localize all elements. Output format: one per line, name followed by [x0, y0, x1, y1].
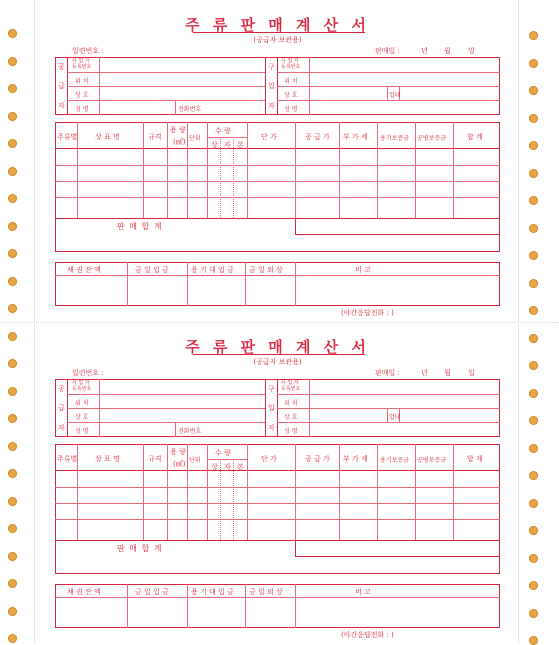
buyer-row-line-1: [277, 72, 500, 73]
sale-date-label: 판매일 :: [375, 369, 400, 377]
tractor-hole: [529, 306, 538, 315]
col-supply-label: 공 급 가: [305, 133, 330, 141]
form-title: 주 류 판 매 계 산 서: [185, 338, 370, 356]
tractor-hole: [529, 279, 538, 288]
supplier-name-label: 성 명: [75, 106, 89, 113]
tractor-hole: [529, 169, 538, 178]
col-type-label: 주류별: [57, 455, 78, 463]
footer-receivable-label: 채 권 잔 액: [67, 588, 101, 596]
tractor-hole: [8, 497, 17, 506]
tractor-hole: [8, 442, 17, 451]
supplier-row-line-3: [67, 422, 265, 423]
col-crate-label: 공병보증금: [417, 135, 446, 142]
buyer-industry-divider: [387, 408, 388, 422]
footer-divider-2: [187, 584, 188, 628]
buyer-name-label: 성 명: [284, 106, 298, 113]
tractor-hole: [8, 57, 17, 66]
col-total-label: 합 계: [467, 133, 483, 141]
form-subtitle: (공급자 보관용): [253, 36, 302, 44]
total-step-vertical: [295, 218, 296, 234]
tractor-hole: [529, 361, 538, 370]
tractor-hole: [529, 389, 538, 398]
supplier-char-3: 자: [58, 424, 65, 432]
col-container-label: 용기보증금: [380, 135, 409, 142]
footer-receivable-label: 채 권 잔 액: [67, 266, 101, 274]
night-contact-label: (야간응답전화 : ): [341, 309, 394, 317]
col-unit-label: 단위: [189, 457, 201, 464]
quantity-sub-line: [207, 137, 247, 138]
tractor-hole: [529, 31, 538, 40]
tractor-hole: [529, 224, 538, 233]
col-divider-crate: [453, 122, 454, 218]
col-volume-unit-label: (㎖): [173, 460, 186, 468]
col-divider-volume: [187, 444, 188, 540]
col-crate-label: 공병보증금: [417, 457, 446, 464]
tractor-hole: [8, 167, 17, 176]
col-unit-price-label: 단 가: [261, 455, 277, 463]
col-divider-brand: [143, 122, 144, 218]
col-divider-box: [220, 459, 221, 540]
tractor-hole: [8, 194, 17, 203]
footer-credit-label: 금 일 외 상: [249, 266, 283, 274]
supplier-row-line-1: [67, 394, 265, 395]
item-row-line-2: [55, 503, 500, 504]
serial-number-label: 일련번호 :: [72, 369, 104, 377]
footer-remarks-label: 비 고: [355, 588, 371, 596]
buyer-reg-label-1: 사 업 자: [281, 58, 299, 64]
buyer-industry-divider: [387, 86, 388, 100]
col-divider-volume: [187, 122, 188, 218]
supplier-phone-divider: [175, 422, 176, 437]
page-perforation: [0, 322, 559, 323]
col-divider-brand: [143, 444, 144, 540]
col-supply-label: 공 급 가: [305, 455, 330, 463]
buyer-reg-label-1: 사 업 자: [281, 380, 299, 386]
sale-date-label: 판매일 :: [375, 47, 400, 55]
buyer-name-label: 성 명: [284, 428, 298, 435]
col-piece-label: 자: [224, 141, 231, 149]
sales-total-label: 판 매 합 계: [117, 222, 163, 231]
tractor-hole: [8, 359, 17, 368]
col-type-label: 주류별: [57, 133, 78, 141]
tractor-hole: [8, 277, 17, 286]
form-title: 주 류 판 매 계 산 서: [185, 16, 370, 34]
supplier-row-line-2: [67, 408, 265, 409]
tractor-hole: [8, 139, 17, 148]
footer-header-line: [55, 275, 500, 276]
col-divider-quantity: [247, 122, 248, 218]
col-piece-label: 자: [224, 463, 231, 471]
buyer-row-line-2: [277, 408, 500, 409]
total-step-horizontal: [295, 556, 500, 557]
item-table-header-line: [55, 470, 500, 471]
col-divider-vat: [377, 444, 378, 540]
col-box-label: 상: [211, 463, 218, 471]
tractor-hole: [529, 334, 538, 343]
supplier-char-1: 공: [58, 385, 65, 393]
tractor-hole: [529, 609, 538, 618]
tractor-hole: [529, 196, 538, 205]
supplier-row-line-1: [67, 72, 265, 73]
tractor-hole: [529, 636, 538, 645]
footer-divider-3: [245, 262, 246, 306]
buyer-char-1: 구: [268, 385, 275, 393]
year-label: 년: [421, 47, 428, 55]
footer-container-payment-label: 용 기 대 입 금: [191, 266, 234, 274]
title-underline: [193, 32, 365, 33]
col-volume-label: 용 량: [170, 448, 186, 456]
col-vat-label: 부 가 세: [343, 455, 368, 463]
footer-container-payment-label: 용 기 대 입 금: [191, 588, 234, 596]
supplier-char-3: 자: [58, 102, 65, 110]
item-table-total-line: [55, 218, 500, 219]
col-divider-container: [415, 444, 416, 540]
tractor-hole: [8, 249, 17, 258]
party-divider: [265, 379, 266, 437]
tractor-hole: [8, 387, 17, 396]
supplier-row-line-3: [67, 100, 265, 101]
night-contact-label: (야간응답전화 : ): [341, 631, 394, 639]
footer-divider-2: [187, 262, 188, 306]
total-step-vertical: [295, 540, 296, 556]
footer-payment-label: 금 일 입 금: [135, 266, 169, 274]
col-divider-piece: [233, 137, 234, 218]
buyer-trade-name-label: 상 호: [284, 414, 298, 421]
item-row-line-1: [55, 487, 500, 488]
tractor-hole: [8, 579, 17, 588]
day-label: 일: [468, 47, 475, 55]
buyer-char-3: 자: [268, 102, 275, 110]
serial-number-label: 일련번호 :: [72, 47, 104, 55]
tractor-hole: [529, 86, 538, 95]
tractor-hole: [529, 416, 538, 425]
tractor-hole: [8, 414, 17, 423]
col-divider-crate: [453, 444, 454, 540]
col-divider-spec: [167, 122, 168, 218]
tractor-hole: [8, 607, 17, 616]
supplier-reg-label-2: 등록번호: [72, 386, 92, 392]
tractor-hole: [529, 526, 538, 535]
supplier-char-2: 급: [58, 82, 65, 90]
tractor-hole: [8, 112, 17, 121]
tractor-hole: [529, 471, 538, 480]
buyer-industry-label: 업태: [389, 414, 401, 421]
col-bottle-label: 본: [237, 141, 244, 149]
supplier-char-2: 급: [58, 404, 65, 412]
tractor-hole: [529, 114, 538, 123]
footer-divider-4: [295, 262, 296, 306]
col-volume-unit-label: (㎖): [173, 138, 186, 146]
item-table-total-line: [55, 540, 500, 541]
col-container-label: 용기보증금: [380, 457, 409, 464]
col-volume-label: 용 량: [170, 126, 186, 134]
supplier-address-label: 위 치: [75, 78, 89, 85]
buyer-reg-label-2: 등록번호: [281, 64, 301, 70]
supplier-reg-label-2: 등록번호: [72, 64, 92, 70]
item-table-header-line: [55, 148, 500, 149]
supplier-row-line-2: [67, 86, 265, 87]
item-row-line-3: [55, 519, 500, 520]
buyer-address-label: 위 치: [284, 400, 298, 407]
supplier-phone-label: 전화번호: [178, 106, 202, 113]
item-row-line-3: [55, 197, 500, 198]
supplier-trade-name-label: 상 호: [75, 414, 89, 421]
buyer-row-line-1: [277, 394, 500, 395]
tractor-hole: [529, 251, 538, 260]
supplier-address-label: 위 치: [75, 400, 89, 407]
footer-payment-label: 금 일 입 금: [135, 588, 169, 596]
tractor-hole: [529, 59, 538, 68]
col-unit-price-label: 단 가: [261, 133, 277, 141]
buyer-char-2: 입: [268, 82, 275, 90]
col-divider-quantity: [247, 444, 248, 540]
col-total-label: 합 계: [467, 455, 483, 463]
tractor-hole: [8, 524, 17, 533]
supplier-reg-label-1: 사 업 자: [72, 58, 90, 64]
col-divider-box: [220, 137, 221, 218]
footer-remarks-label: 비 고: [355, 266, 371, 274]
buyer-industry-label: 업태: [389, 92, 401, 99]
col-brand-label: 상 표 명: [95, 133, 120, 141]
col-spec-label: 규격: [148, 133, 162, 141]
supplier-trade-name-label: 상 호: [75, 92, 89, 99]
buyer-char-1: 구: [268, 63, 275, 71]
item-row-line-1: [55, 165, 500, 166]
col-quantity-label: 수 량: [215, 449, 231, 457]
tractor-hole: [8, 552, 17, 561]
buyer-reg-label-2: 등록번호: [281, 386, 301, 392]
buyer-address-label: 위 치: [284, 78, 298, 85]
col-bottle-label: 본: [237, 463, 244, 471]
footer-divider-1: [127, 584, 128, 628]
tractor-hole: [529, 444, 538, 453]
tractor-hole: [529, 554, 538, 563]
footer-header-line: [55, 597, 500, 598]
col-divider-price: [295, 444, 296, 540]
col-divider-piece: [233, 459, 234, 540]
title-underline: [193, 354, 365, 355]
tractor-hole: [8, 469, 17, 478]
tractor-hole: [8, 332, 17, 341]
col-divider-price: [295, 122, 296, 218]
tractor-hole: [8, 222, 17, 231]
day-label: 일: [468, 369, 475, 377]
footer-divider-4: [295, 584, 296, 628]
tractor-hole: [8, 304, 17, 313]
form-subtitle: (공급자 보관용): [253, 358, 302, 366]
supplier-phone-divider: [175, 100, 176, 115]
col-divider-container: [415, 122, 416, 218]
footer-divider-1: [127, 262, 128, 306]
tractor-hole: [529, 581, 538, 590]
buyer-row-line-3: [277, 100, 500, 101]
buyer-char-2: 입: [268, 404, 275, 412]
tractor-hole: [8, 84, 17, 93]
col-vat-label: 부 가 세: [343, 133, 368, 141]
footer-divider-3: [245, 584, 246, 628]
party-divider: [265, 57, 266, 115]
tractor-hole: [529, 499, 538, 508]
month-label: 월: [444, 369, 451, 377]
buyer-char-3: 자: [268, 424, 275, 432]
supplier-name-label: 성 명: [75, 428, 89, 435]
col-divider-supply: [339, 444, 340, 540]
year-label: 년: [421, 369, 428, 377]
sales-total-label: 판 매 합 계: [117, 544, 163, 553]
col-quantity-label: 수 량: [215, 127, 231, 135]
col-divider-vat: [377, 122, 378, 218]
col-brand-label: 상 표 명: [95, 455, 120, 463]
footer-credit-label: 금 일 외 상: [249, 588, 283, 596]
col-divider-spec: [167, 444, 168, 540]
buyer-row-line-2: [277, 86, 500, 87]
item-row-line-2: [55, 181, 500, 182]
supplier-reg-label-1: 사 업 자: [72, 380, 90, 386]
col-divider-supply: [339, 122, 340, 218]
buyer-trade-name-label: 상 호: [284, 92, 298, 99]
col-spec-label: 규격: [148, 455, 162, 463]
col-box-label: 상: [211, 141, 218, 149]
total-step-horizontal: [295, 234, 500, 235]
tractor-hole: [8, 29, 17, 38]
supplier-phone-label: 전화번호: [178, 428, 202, 435]
tractor-hole: [529, 141, 538, 150]
buyer-row-line-3: [277, 422, 500, 423]
supplier-char-1: 공: [58, 63, 65, 71]
col-unit-label: 단위: [189, 135, 201, 142]
month-label: 월: [444, 47, 451, 55]
quantity-sub-line: [207, 459, 247, 460]
tractor-hole: [8, 634, 17, 643]
